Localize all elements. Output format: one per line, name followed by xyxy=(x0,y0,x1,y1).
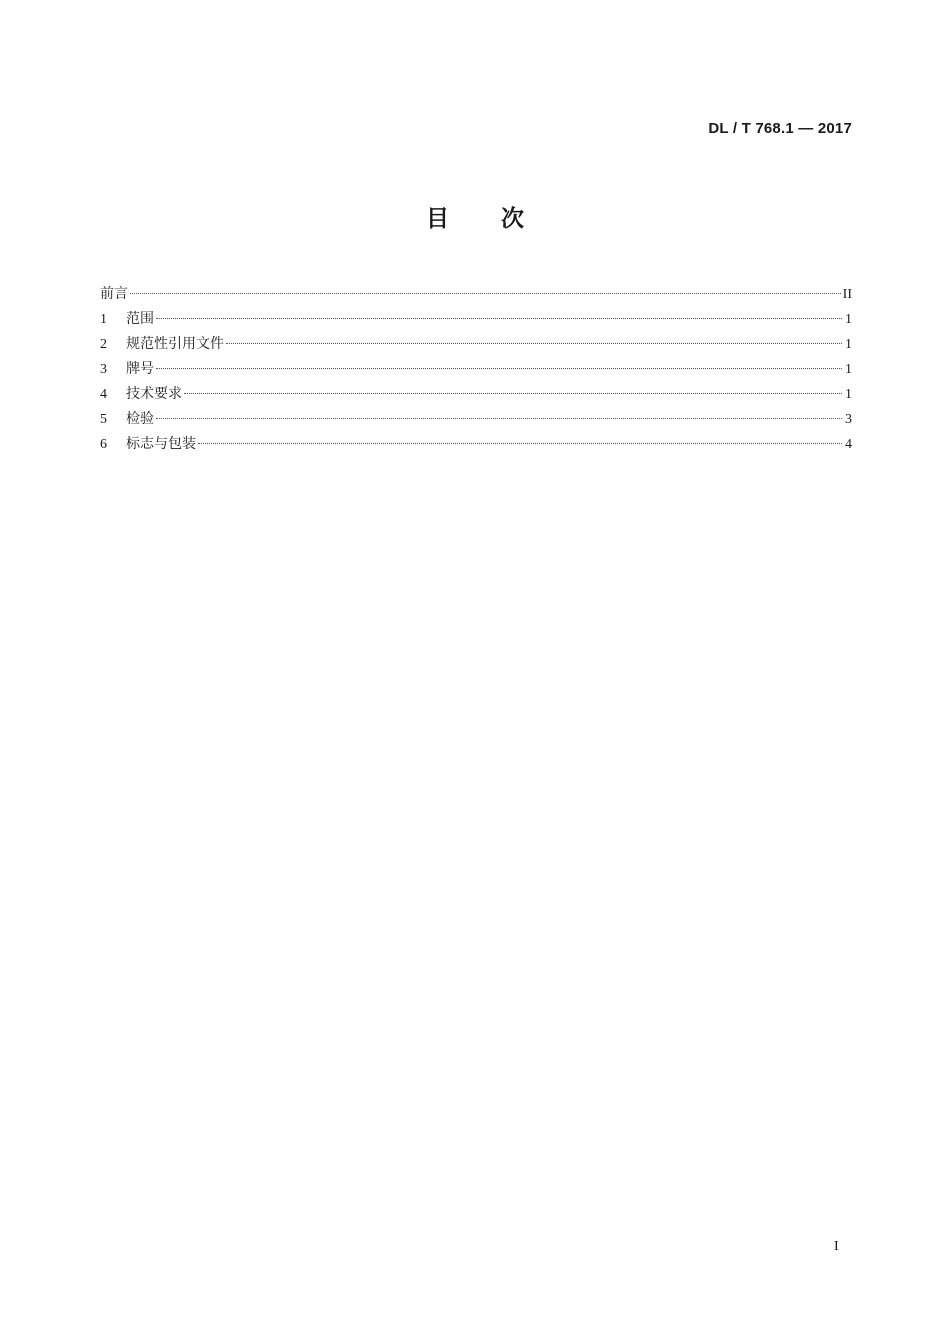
dot-leader xyxy=(198,443,842,444)
toc-entry-number: 3 xyxy=(100,362,107,377)
toc-entry-page: 1 xyxy=(845,387,852,402)
dot-leader xyxy=(184,393,842,394)
dot-leader xyxy=(156,368,842,369)
toc-entry-number: 2 xyxy=(100,337,107,352)
toc-entry-number: 4 xyxy=(100,387,107,402)
toc-entry-page: 3 xyxy=(845,412,852,427)
toc-entry-label: 标志与包装 xyxy=(126,436,196,452)
page-title xyxy=(0,200,950,233)
toc-entry-page: 1 xyxy=(845,312,852,327)
toc-entry-number: 6 xyxy=(100,437,107,452)
toc-entry-label: 牌号 xyxy=(126,361,154,377)
toc-entry-scope[interactable] xyxy=(100,307,852,332)
toc-entry-number: 1 xyxy=(100,312,107,327)
toc-entry-label: 检验 xyxy=(126,411,154,427)
dot-leader xyxy=(156,318,842,319)
toc-entry-label: 规范性引用文件 xyxy=(126,336,224,352)
toc-entry-label: 技术要求 xyxy=(126,386,182,402)
toc-entry-page: II xyxy=(842,287,852,302)
standard-number: DL / T 768.1 — 2017 xyxy=(708,120,852,137)
title-char-1: 目 xyxy=(426,206,449,232)
toc-entry-page: 1 xyxy=(845,337,852,352)
dot-leader xyxy=(156,418,842,419)
toc-entry-technical-requirements[interactable] xyxy=(100,382,852,407)
table-of-contents xyxy=(100,282,852,457)
toc-entry-foreword[interactable] xyxy=(100,282,852,307)
toc-entry-normative-references[interactable] xyxy=(100,332,852,357)
toc-entry-marking-packaging[interactable] xyxy=(100,432,852,457)
toc-entry-grades[interactable] xyxy=(100,357,852,382)
title-char-2: 次 xyxy=(501,206,524,232)
toc-entry-label: 范围 xyxy=(126,311,154,327)
toc-entry-page: 1 xyxy=(845,362,852,377)
dot-leader xyxy=(226,343,842,344)
toc-entry-label: 前言 xyxy=(100,286,128,302)
page-number: I xyxy=(834,1239,839,1254)
toc-entry-inspection[interactable] xyxy=(100,407,852,432)
toc-entry-number: 5 xyxy=(100,412,107,427)
dot-leader xyxy=(130,293,841,294)
toc-entry-page: 4 xyxy=(845,437,852,452)
